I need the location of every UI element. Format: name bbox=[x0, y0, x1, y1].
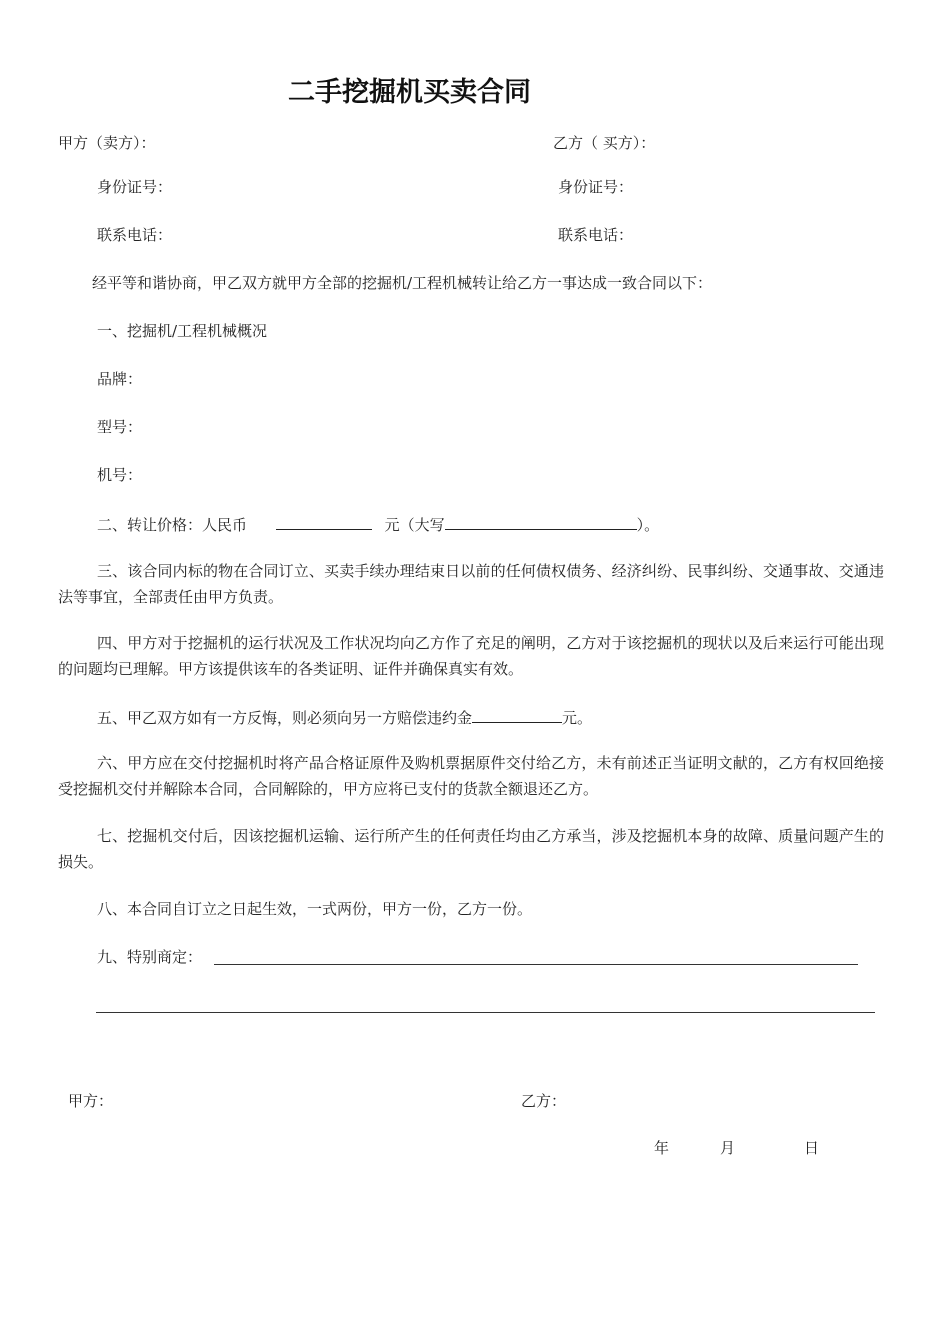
section7-paragraph: 七、挖掘机交付后，因该挖掘机运输、运行所产生的任何责任均由乙方承当，涉及挖掘机本身的故障、质量问题产生的损失。 bbox=[58, 827, 884, 871]
date-month: 月 bbox=[720, 1139, 736, 1157]
section2-price bbox=[97, 515, 659, 533]
price-suffix: ）。 bbox=[636, 516, 660, 534]
section8-paragraph: 八、本合同自订立之日起生效，一式两份，甲方一份，乙方一份。 bbox=[97, 900, 533, 918]
party-b-label: 乙方（ 买方）： bbox=[553, 134, 656, 152]
party-a-label: 甲方（卖方）： bbox=[58, 134, 156, 152]
date-day: 日 bbox=[804, 1139, 820, 1157]
section6-paragraph: 六、甲方应在交付挖掘机时将产品合格证原件及购机票据原件交付给乙方，未有前述正当证明文献的，乙方有权回绝接受挖掘机交付并解除本合同，合同解除的，甲方应将已支付的货款全额退还乙方。 bbox=[58, 754, 884, 798]
penalty-prefix: 五、甲乙双方如有一方反悔，则必须向另一方赔偿违约金 bbox=[97, 709, 473, 727]
party-a-id-label: 身份证号： bbox=[97, 178, 173, 196]
signature-party-a: 甲方： bbox=[68, 1092, 114, 1110]
penalty-amount-blank[interactable] bbox=[472, 708, 562, 723]
price-amount-blank[interactable] bbox=[276, 515, 372, 530]
serial-label: 机号： bbox=[97, 466, 143, 484]
special-terms-line-1[interactable] bbox=[214, 964, 858, 965]
section5-penalty bbox=[97, 708, 592, 726]
section3-paragraph: 三、该合同内标的物在合同订立、买卖手续办理结束日以前的任何债权债务、经济纠纷、民事纠纷、交通事故、交通违法等事宜，全部责任由甲方负责。 bbox=[58, 562, 884, 606]
date-year: 年 bbox=[654, 1139, 670, 1157]
price-prefix: 二、转让价格：人民币 bbox=[97, 516, 248, 534]
price-words-blank[interactable] bbox=[445, 515, 637, 530]
section1-heading: 一、挖掘机/工程机械概况 bbox=[97, 322, 268, 340]
intro-paragraph: 经平等和谐协商，甲乙双方就甲方全部的挖掘机/工程机械转让给乙方一事达成一致合同以下： bbox=[92, 274, 713, 292]
model-label: 型号： bbox=[97, 418, 143, 436]
party-b-phone-label: 联系电话： bbox=[558, 226, 634, 244]
special-terms-line-2[interactable] bbox=[96, 1012, 875, 1013]
signature-party-b: 乙方： bbox=[521, 1092, 567, 1110]
party-a-phone-label: 联系电话： bbox=[97, 226, 173, 244]
party-b-id-label: 身份证号： bbox=[558, 178, 634, 196]
penalty-suffix: 元。 bbox=[562, 709, 593, 727]
section4-paragraph: 四、甲方对于挖掘机的运行状况及工作状况均向乙方作了充足的阐明，乙方对于该挖掘机的现状以及后来运行可能出现的问题均已理解。甲方该提供该车的各类证明、证件并确保真实有效。 bbox=[58, 634, 884, 678]
brand-label: 品牌： bbox=[97, 370, 143, 388]
document-title: 二手挖掘机买卖合同 bbox=[288, 77, 531, 108]
section9-label: 九、特别商定： bbox=[97, 948, 203, 966]
price-unit: 元（大写 bbox=[384, 516, 445, 534]
